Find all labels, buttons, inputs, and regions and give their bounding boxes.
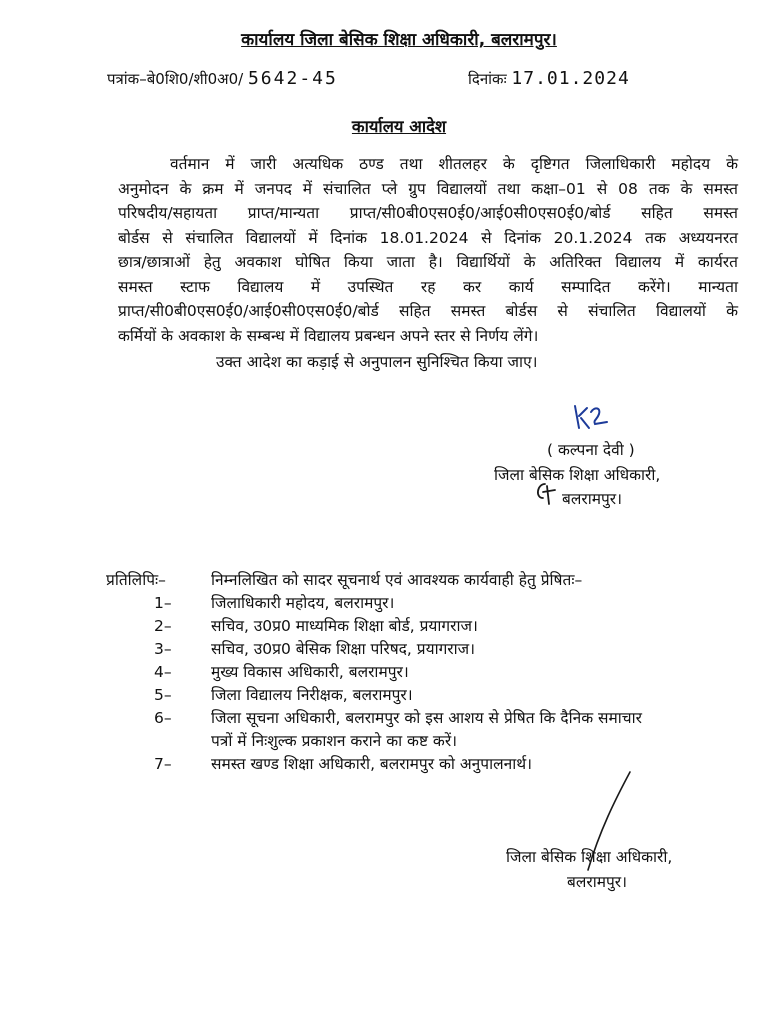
copy-to-item-text: जिला सूचना अधिकारी, बलरामपुर को इस आशय से प्रेषित कि दैनिक समाचार [211,709,643,727]
reference-handwritten-number: 5642-45 [247,68,338,89]
copy-to-item-number: 5– [154,686,172,704]
date-label: दिनांकः [468,70,507,88]
copy-to-item-text: समस्त खण्ड शिक्षा अधिकारी, बलरामपुर को अनुपालनार्थ। [211,755,532,773]
issue-date [468,68,630,89]
reference-prefix: पत्रांक–बे0शि0/शी0अ0/ [107,70,244,88]
body-line: बोर्डस से संचालित विद्यालयों में दिनांक 18.01.2024 से दिनांक 20.1.2024 तक अध्ययनरत [118,228,738,247]
copy-to-item-text: जिलाधिकारी महोदय, बलरामपुर। [211,594,395,612]
copy-to-intro: निम्नलिखित को सादर सूचनार्थ एवं आवश्यक कार्यवाही हेतु प्रेषितः– [211,571,583,589]
copy-to-item-text: मुख्य विकास अधिकारी, बलरामपुर। [211,663,409,681]
office-title: कार्यालय जिला बेसिक शिक्षा अधिकारी, बलरामपुर। [241,30,557,50]
footer-designation: जिला बेसिक शिक्षा अधिकारी, [506,848,673,866]
copy-to-item-text: सचिव, उ0प्र0 बेसिक शिक्षा परिषद, प्रयागराज। [211,640,476,658]
reference-number [107,68,338,89]
copy-to-item-number: 6– [154,709,172,727]
body-line: छात्र/छात्राओं हेतु अवकाश घोषित किया जाता है। विद्यार्थियों के अतिरिक्त विद्यालय में कार्यरत [118,253,738,271]
copy-to-item-number: 3– [154,640,172,658]
compliance-instruction: उक्त आदेश का कड़ाई से अनुपालन सुनिश्चित किया जाए। [216,353,538,371]
body-line: वर्तमान में जारी अत्यधिक ठण्ड तथा शीतलहर के दृष्टिगत जिलाधिकारी महोदय के [170,155,738,173]
copy-to-label: प्रतिलिपिः– [106,571,166,589]
body-line: समस्त स्टाफ विद्यालय में उपस्थित रह कर कार्य सम्पादित करेंगे। मान्यता [118,277,738,296]
copy-to-item-continuation [0,729,768,753]
copy-to-item-number: 4– [154,663,172,681]
copy-to-item [0,683,768,707]
body-line: परिषदीय/सहायता प्राप्त/मान्यता प्राप्त/सी0बी0एस0ई0/आई0सी0एस0ई0/बोर्ड सहित समस्त [118,204,738,222]
copy-to-item-text: सचिव, उ0प्र0 माध्यमिक शिक्षा बोर्ड, प्रयागराज। [211,617,478,635]
footer-place: बलरामपुर। [567,873,628,891]
copy-to-item [0,591,768,615]
date-handwritten-value: 17.01.2024 [511,68,630,89]
copy-to-item [0,614,768,638]
copy-to-item-number: 1– [154,594,172,612]
order-title: कार्यालय आदेश [351,117,447,136]
body-line: कर्मियों के अवकाश के सम्बन्ध में विद्यालय प्रबन्धन अपने स्तर से निर्णय लेंगे। [118,326,539,345]
signatory-designation: जिला बेसिक शिक्षा अधिकारी, [494,466,661,484]
signatory-name: ( कल्पना देवी ) [547,441,635,459]
copy-to-item-number: 2– [154,617,172,635]
copy-to-item [0,660,768,684]
signature-scribble-icon [571,402,611,432]
body-line: अनुमोदन के क्रम में जनपद में संचालित प्ले ग्रुप विद्यालयों तथा कक्षा–01 से 08 तक के समस्त [118,179,738,198]
copy-to-item-number: 7– [154,755,172,773]
handwritten-signature [571,402,611,438]
copy-to-item [0,637,768,661]
copy-to-item-text: पत्रों में निःशुल्क प्रकाशन कराने का कष्ट करें। [211,732,458,750]
initials-scribble-icon [531,480,559,506]
body-line: प्राप्त/सी0बी0एस0ई0/आई0सी0एस0ई0/बोर्ड सहित समस्त बोर्डस से संचालित विद्यालयों के [118,302,738,320]
copy-to-item [0,706,768,730]
order-body [118,152,738,348]
signatory-place: बलरामपुर। [562,490,623,508]
copy-to-item-text: जिला विद्यालय निरीक्षक, बलरामपुर। [211,686,413,704]
initials-mark [531,480,559,512]
